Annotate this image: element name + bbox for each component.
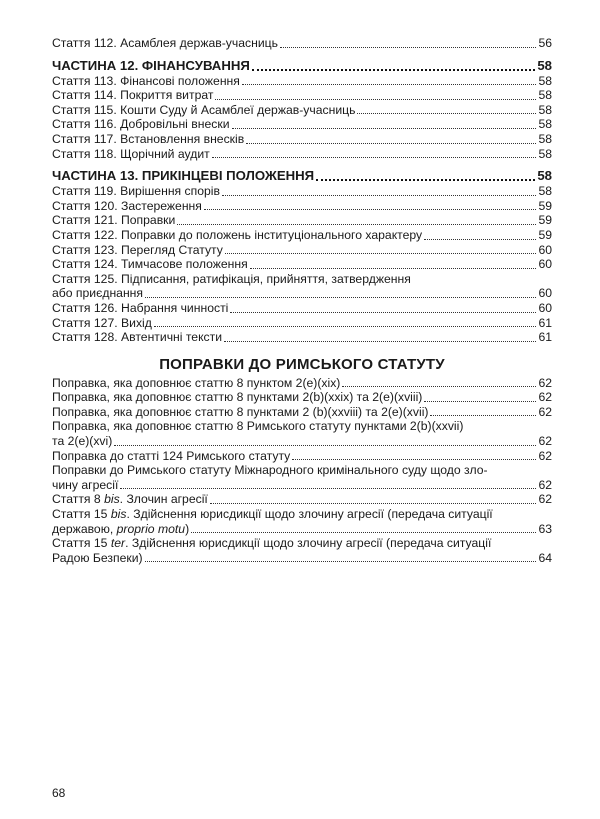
entry-page: 59 [538,227,552,242]
part-page: 58 [537,57,552,73]
part-title: ЧАСТИНА 12. ФІНАНСУВАННЯ [52,57,250,73]
entry-page: 56 [538,36,552,50]
toc-entry [52,74,552,89]
dot-leader [246,143,536,144]
entry-title: Стаття 112. Асамблея держав-учасниць [52,36,278,50]
entry-page: 59 [538,198,552,213]
entry-title: Стаття 123. Перегляд Статуту [52,242,223,257]
toc-entry [52,286,552,301]
entry-title: Поправка, яка доповнює статтю 8 пунктами 2(b)(xxix) та 2(e)(xviii) [52,390,423,405]
dot-leader [210,503,536,504]
dot-leader [232,128,537,129]
dot-leader [242,84,536,85]
toc-entry [52,478,552,493]
toc-entry [52,132,552,147]
toc-entry [52,376,552,391]
toc-entry [52,228,552,243]
entry-page: 58 [538,146,552,161]
entry-page: 62 [538,390,552,405]
dot-leader [292,459,536,460]
entry-title-line2: та 2(e)(xvi) [52,434,113,449]
dot-leader [145,561,536,562]
dot-leader [204,209,536,210]
entry-title: Стаття 113. Фінансові положення [52,73,240,88]
toc-entry [52,199,552,214]
toc-entry [52,213,552,228]
entry-page: 58 [538,73,552,88]
entry-page: 64 [538,550,552,565]
dot-leader [212,157,536,158]
entry-page: 58 [538,184,552,199]
entry-page: 58 [538,102,552,117]
entry-title: Поправка до статті 124 Римського статуту [52,448,291,463]
entry-title-line2: чину агресії [52,477,119,492]
toc-entry [52,147,552,162]
dot-leader [120,488,536,489]
page-number: 68 [52,786,66,800]
toc-entry [52,492,552,507]
entry-title: Стаття 116. Добровільні внески [52,117,230,132]
entry-page: 60 [538,300,552,315]
entry-title-line2: державою, proprio motu) [52,521,190,536]
part-page: 58 [537,168,552,184]
part-12-heading [52,58,552,74]
table-of-contents [52,36,552,565]
toc-entry [52,103,552,118]
toc-entry [52,117,552,132]
entry-title: Стаття 126. Набрання чинності [52,300,229,315]
entry-title-line1: Поправка, яка доповнює статтю 8 Римського статуту пунктами 2(b)(xxvii) [52,419,464,434]
dot-leader [250,268,536,269]
toc-entry [52,551,552,566]
entry-page: 61 [538,315,552,330]
dot-leader [230,312,536,313]
toc-entry [52,36,552,51]
entry-page: 58 [538,117,552,132]
entry-title: Стаття 115. Кошти Суду й Асамблеї держав-учасниць [52,102,356,117]
entry-title: Стаття 122. Поправки до положень інституціонального характеру [52,227,423,242]
dot-leader [424,401,536,402]
dot-leader [357,113,536,114]
entry-page: 63 [538,521,552,536]
entry-page: 62 [538,404,552,419]
toc-entry [52,405,552,420]
entry-title-line1: Стаття 125. Підписання, ратифікація, прийняття, затвердження [52,271,411,286]
entry-title-line2: Радою Безпеки) [52,550,143,565]
entry-title-line1: Стаття 15 bis. Здійснення юрисдикції щодо злочину агресії (передача ситуації [52,507,493,522]
entry-title: Стаття 121. Поправки [52,213,176,228]
entry-title: Стаття 128. Автентичні тексти [52,330,223,345]
toc-entry [52,330,552,345]
dot-leader [215,99,536,100]
dot-leader [430,415,536,416]
dot-leader [222,195,536,196]
dot-leader [280,47,536,48]
toc-entry [52,434,552,449]
entry-page: 59 [538,213,552,228]
entry-page: 62 [538,448,552,463]
entry-page: 60 [538,242,552,257]
entry-page: 58 [538,131,552,146]
dot-leader [191,532,536,533]
toc-entry [52,184,552,199]
entry-page: 62 [538,434,552,449]
dot-leader [225,253,536,254]
entry-page: 62 [538,492,552,507]
entry-title-line2: або приєднання [52,286,144,301]
dot-leader [177,224,536,225]
entry-title: Стаття 119. Вирішення спорів [52,184,220,199]
entry-page: 60 [538,286,552,301]
toc-entry [52,88,552,103]
toc-entry [52,449,552,464]
dot-leader [342,386,536,387]
amendments-heading: ПОПРАВКИ ДО РИМСЬКОГО СТАТУТУ [159,355,445,373]
part-title: ЧАСТИНА 13. ПРИКІНЦЕВІ ПОЛОЖЕННЯ [52,168,315,184]
entry-title: Стаття 127. Вихід [52,315,152,330]
entry-title: Стаття 114. Покриття витрат [52,88,214,103]
entry-title: Поправка, яка доповнює статтю 8 пунктом 2(e)(xix) [52,375,341,390]
entry-title: Стаття 120. Застереження [52,198,202,213]
dot-leader [316,179,535,181]
entry-page: 61 [538,330,552,345]
dot-leader [114,445,536,446]
entry-page: 62 [538,477,552,492]
entry-title-line1: Стаття 15 ter. Здійснення юрисдикції щодо злочину агресії (передача ситуації [52,536,492,551]
entry-title: Стаття 118. Щорічний аудит [52,146,210,161]
toc-entry [52,301,552,316]
toc-entry [52,257,552,272]
entry-title: Поправка, яка доповнює статтю 8 пунктами 2 (b)(xxviii) та 2(e)(xvii) [52,404,429,419]
dot-leader [145,297,536,298]
entry-page: 60 [538,257,552,272]
entry-title: Стаття 117. Встановлення внесків [52,131,245,146]
toc-entry [52,316,552,331]
entry-title: Стаття 8 bis. Злочин агресії [52,492,208,507]
entry-page: 58 [538,88,552,103]
entry-page: 62 [538,375,552,390]
part-13-heading [52,168,552,184]
dot-leader [224,341,536,342]
toc-entry [52,390,552,405]
dot-leader [154,326,536,327]
toc-entry [52,522,552,537]
toc-entry [52,243,552,258]
entry-title: Стаття 124. Тимчасове положення [52,257,248,272]
dot-leader [252,69,535,71]
dot-leader [424,239,536,240]
entry-title-line1: Поправки до Римського статуту Міжнародного кримінального суду щодо зло- [52,463,488,478]
